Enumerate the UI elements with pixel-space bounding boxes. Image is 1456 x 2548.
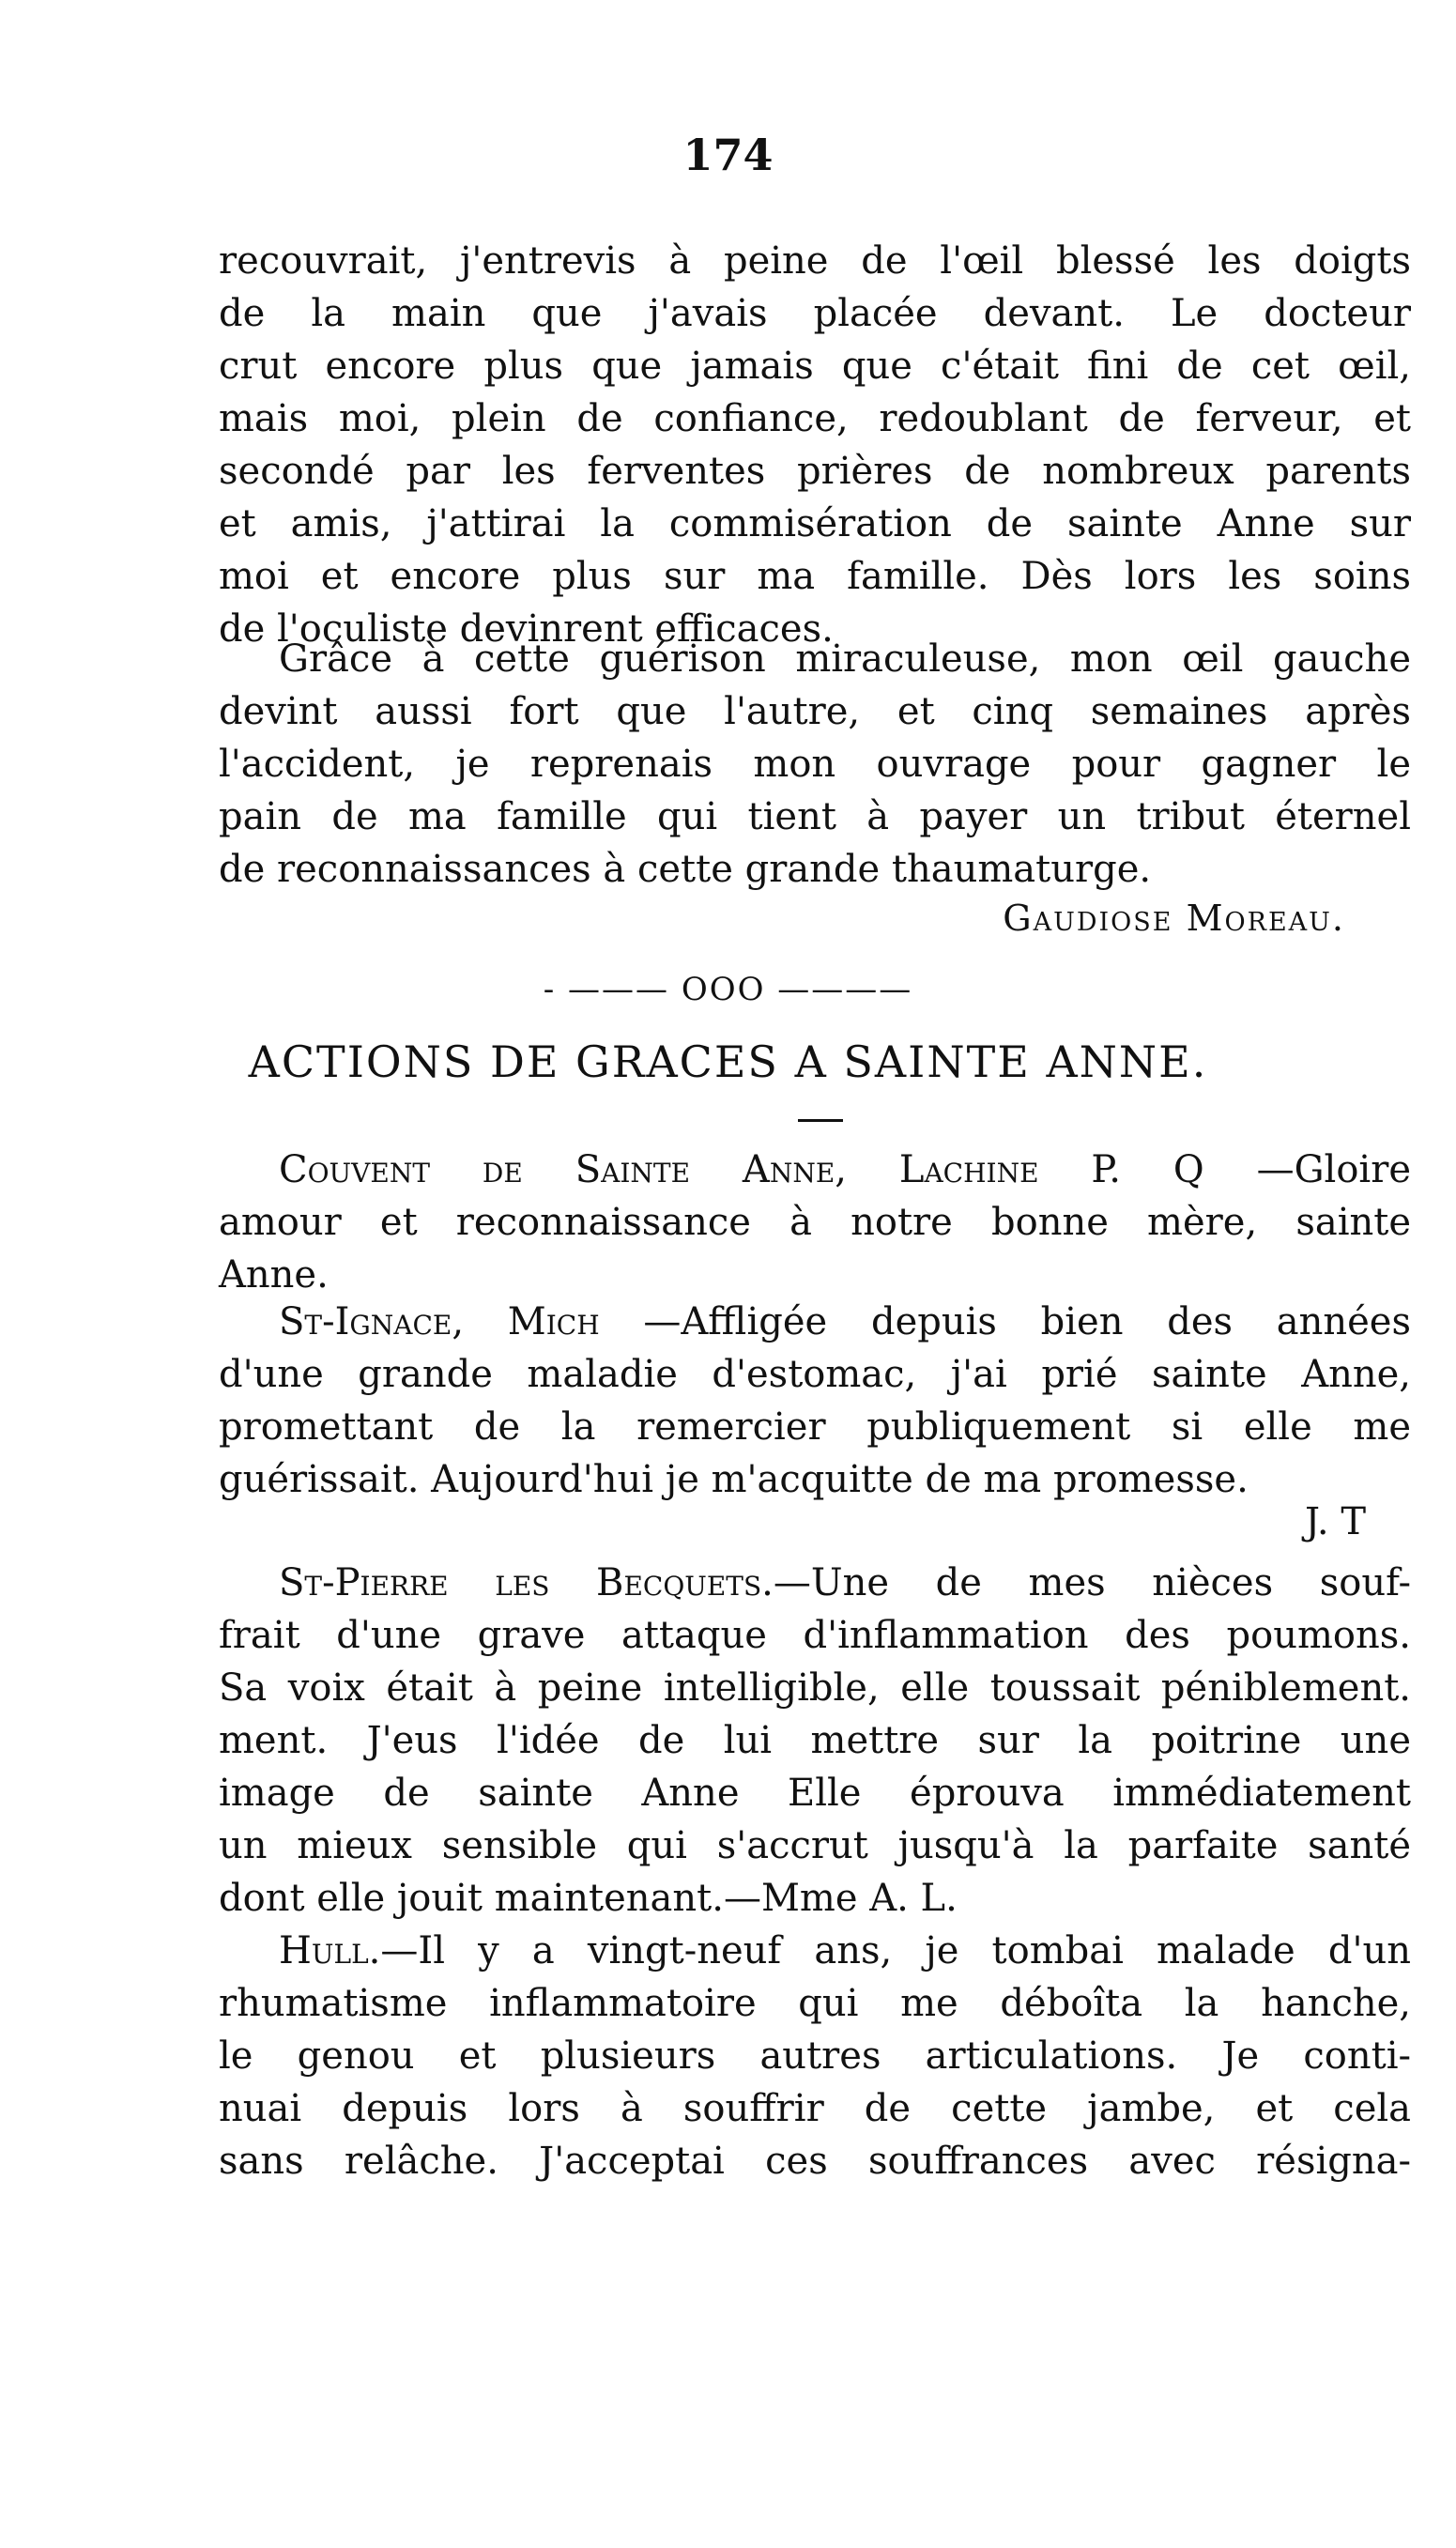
- text-line: devint aussi fort que l'autre, et cinq semaines après: [219, 690, 1411, 733]
- text-line: de la main que j'avais placée devant. Le docteur: [219, 292, 1411, 335]
- paragraph-1: [219, 235, 1411, 655]
- text-line: de reconnaissances à cette grande thaumaturge.: [219, 848, 1152, 891]
- entry-text: —Il y a vingt-neuf ans, je tombai malade d'un: [380, 1929, 1411, 1972]
- text-line: Anne.: [219, 1253, 329, 1297]
- text-line: pain de ma famille qui tient à payer un tribut éternel: [219, 795, 1411, 838]
- text-line: [219, 1144, 1411, 1196]
- text-line: Sa voix était à peine intelligible, elle toussait péniblement.: [219, 1666, 1411, 1710]
- entry-hull: [219, 1925, 1411, 2187]
- text-line: l'accident, je reprenais mon ouvrage pour gagner le: [219, 743, 1411, 786]
- text-line: nuai depuis lors à souffrir de cette jambe, et cela: [219, 2087, 1411, 2130]
- signature-gaudiose-moreau: Gaudiose Moreau.: [1003, 898, 1345, 939]
- text-line: image de sainte Anne Elle éprouva immédiatement: [219, 1772, 1411, 1815]
- text-line: sans relâche. J'acceptai ces souffrances avec résigna-: [219, 2140, 1411, 2183]
- text-line: recouvrait, j'entrevis à peine de l'œil blessé les doigts: [219, 239, 1411, 283]
- text-line: mais moi, plein de confiance, redoublant de ferveur, et: [219, 397, 1411, 440]
- entry-st-ignace: [219, 1296, 1411, 1506]
- text-line: d'une grande maladie d'estomac, j'ai prié sainte Anne,: [219, 1353, 1411, 1396]
- text-line: Grâce à cette guérison miraculeuse, mon œil gauche: [279, 637, 1411, 681]
- text-line: crut encore plus que jamais que c'était fini de cet œil,: [219, 345, 1411, 388]
- section-title: ACTIONS DE GRACES A SAINTE ANNE.: [248, 1036, 1208, 1087]
- text-line: un mieux sensible qui s'accrut jusqu'à la parfaite santé: [219, 1824, 1411, 1867]
- entry-place: St-Pierre les Becquets.: [279, 1561, 774, 1604]
- text-line: de l'oculiste devinrent efficaces.: [219, 607, 834, 651]
- short-rule: [798, 1119, 843, 1122]
- text-line: rhumatisme inflammatoire qui me déboîta la hanche,: [219, 1982, 1411, 2025]
- text-line: secondé par les ferventes prières de nombreux parents: [219, 450, 1411, 493]
- entry-place: Couvent de Sainte Anne, Lachine P. Q: [279, 1148, 1204, 1191]
- section-divider: - ——— OOO ————: [543, 971, 913, 1008]
- text-line: guérissait. Aujourd'hui je m'acquitte de ma promesse.: [219, 1458, 1249, 1501]
- entry-text: —Gloire: [1203, 1148, 1412, 1191]
- text-line: et amis, j'attirai la commisération de sainte Anne sur: [219, 502, 1411, 545]
- text-line: [219, 1925, 1411, 1977]
- entry-st-pierre: [219, 1557, 1411, 1925]
- entry-place: St-Ignace, Mich: [279, 1300, 600, 1343]
- text-line: moi et encore plus sur ma famille. Dès lors les soins: [219, 555, 1411, 598]
- text-line: [219, 1557, 1411, 1609]
- text-line: promettant de la remercier publiquement si elle me: [219, 1405, 1411, 1449]
- text-line: [219, 1296, 1411, 1348]
- text-line: amour et reconnaissance à notre bonne mère, sainte: [219, 1201, 1411, 1244]
- paragraph-2: [219, 633, 1411, 896]
- entry-lachine: [219, 1144, 1411, 1301]
- text-line: frait d'une grave attaque d'inflammation des poumons.: [219, 1614, 1411, 1657]
- page-number: 174: [682, 130, 774, 180]
- entry-text: —Affligée depuis bien des années: [599, 1300, 1411, 1343]
- entry-place: Hull.: [279, 1929, 381, 1972]
- signature-jt: J. T: [1304, 1500, 1366, 1543]
- entry-text: —Une de mes nièces souf-: [773, 1561, 1411, 1604]
- text-line: ment. J'eus l'idée de lui mettre sur la poitrine une: [219, 1719, 1411, 1762]
- text-line: dont elle jouit maintenant.—Mme A. L.: [219, 1877, 958, 1920]
- text-line: le genou et plusieurs autres articulations. Je conti-: [219, 2034, 1411, 2078]
